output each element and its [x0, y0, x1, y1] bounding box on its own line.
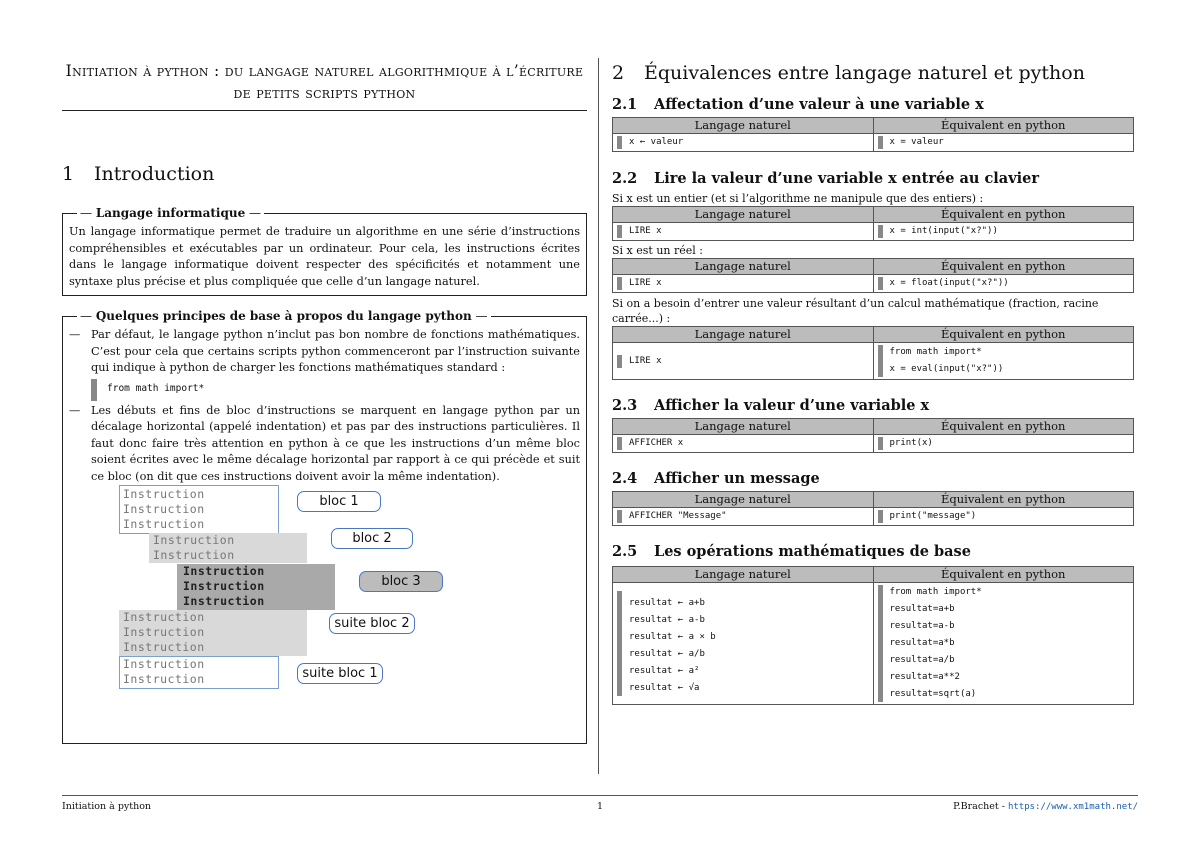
instruction-line: Instruction [183, 594, 265, 608]
subsection-title: Lire la valeur d’une variable x entrée au clavier [654, 170, 1039, 187]
section-2-heading [612, 62, 1134, 84]
table-lire-calcul [612, 326, 1134, 380]
instruction-line: Instruction [123, 625, 205, 639]
header-python: Équivalent en python [873, 327, 1134, 343]
intro-reel: Si x est un réel : [612, 244, 703, 257]
header-python: Équivalent en python [873, 259, 1134, 275]
intro-entier: Si x est un entier (et si l’algorithme ne manipule que des entiers) : [612, 192, 984, 205]
instruction-line: Instruction [123, 657, 205, 671]
subsection-2-2-heading [612, 170, 1134, 187]
subsection-number: 2.3 [612, 397, 638, 414]
cell-python: print("message") [889, 511, 977, 521]
subsection-number: 2.5 [612, 543, 638, 560]
callout-bloc-2: bloc 2 [331, 528, 413, 549]
column-separator [598, 58, 599, 774]
table-operations [612, 566, 1134, 705]
document-title: Initiation à python : du langage naturel algorithmique à l’écriture de petits scripts python [62, 60, 587, 111]
code-line: resultat ← √a [629, 683, 700, 693]
code-line: from math import* [889, 587, 982, 597]
cell-python [890, 343, 1004, 379]
list-item-text: Les débuts et fins de bloc d’instructions se marquent en langage python par un décalage horizontal (appelé indentation) et pas par des instructions particulières. Il faut donc faire très attention en python à ce que les instructions d’un même bloc soient écrites avec le même décalage horizontal par rapport à ce qui précède et suit ce bloc (on dit que ces instructions doivent avoir la même indentation). [91, 403, 580, 483]
code-bar [91, 379, 97, 401]
cell-python [890, 583, 982, 704]
cell-natural: AFFICHER "Message" [629, 511, 727, 521]
box-title: — Langage informatique — [77, 205, 264, 221]
principles-list [69, 327, 580, 485]
header-natural: Langage naturel [613, 419, 874, 435]
header-python: Équivalent en python [873, 492, 1134, 508]
header-natural: Langage naturel [613, 567, 874, 583]
box-text: Un langage informatique permet de traduire un algorithme en une série d’instructions compréhensibles et exécutables par un ordinateur. Pour cela, les instructions écrites dans le langage informatique doivent respecter des spécificités et notamment une syntaxe plus précise et plus compliquée que celle d’un langage naturel. [69, 225, 580, 288]
subsection-number: 2.2 [612, 170, 638, 187]
instruction-line: Instruction [153, 548, 235, 562]
list-item-text: Par défaut, le langage python n’inclut pas bon nombre de fonctions mathématiques. C’est pour cela que certains scripts python commenceront par l’instruction suivante qui indique à python de charger les fonctions mathématiques standard : [91, 328, 580, 374]
right-column [612, 0, 1134, 705]
callout-suite-bloc-2: suite bloc 2 [329, 613, 415, 634]
cell-python: x = float(input("x?")) [889, 278, 1009, 288]
code-line: resultat ← a/b [629, 649, 705, 659]
page-footer [62, 795, 1138, 812]
cell-natural: LIRE x [629, 278, 662, 288]
code-line: resultat=a/b [889, 655, 955, 665]
callout-bloc-1: bloc 1 [297, 491, 381, 512]
page-number: 1 [597, 801, 604, 812]
header-natural: Langage naturel [613, 118, 874, 134]
table-afficher-variable [612, 418, 1134, 453]
box-title: — Quelques principes de base à propos du langage python — [77, 308, 491, 324]
code-line: resultat=sqrt(a) [889, 689, 977, 699]
section-title: Introduction [94, 163, 215, 185]
cell-natural: LIRE x [629, 355, 662, 366]
header-natural: Langage naturel [613, 327, 874, 343]
code-line: x = eval(input("x?")) [889, 364, 1004, 374]
code-line: resultat ← a-b [629, 615, 705, 625]
table-lire-entier [612, 206, 1134, 241]
instruction-line: Instruction [123, 672, 205, 686]
left-column [62, 0, 587, 744]
code-line: resultat=a+b [889, 604, 955, 614]
code-snippet [91, 379, 580, 401]
footer-author [953, 797, 1138, 817]
instruction-line: Instruction [123, 610, 205, 624]
code-line: resultat ← a × b [629, 632, 716, 642]
cell-natural [629, 589, 716, 698]
subsection-2-5-heading [612, 543, 1134, 560]
box-langage-informatique [62, 206, 587, 296]
cell-python: x = int(input("x?")) [889, 226, 998, 236]
section-number: 2 [612, 62, 625, 84]
author-name: P.Brachet - [953, 801, 1008, 812]
subsection-2-3-heading [612, 397, 1134, 414]
table-afficher-message [612, 491, 1134, 526]
subsection-title: Afficher un message [654, 470, 820, 487]
header-python: Équivalent en python [873, 118, 1134, 134]
list-item [69, 403, 580, 486]
instruction-line: Instruction [183, 564, 265, 578]
section-1-heading [62, 163, 587, 185]
code-line: resultat ← a² [629, 666, 700, 676]
instruction-line: Instruction [123, 517, 205, 531]
header-python: Équivalent en python [873, 207, 1134, 223]
callout-bloc-3: bloc 3 [359, 571, 443, 592]
header-python: Équivalent en python [873, 567, 1134, 583]
table-affectation [612, 117, 1134, 152]
code-line: resultat=a**2 [889, 672, 960, 682]
instruction-line: Instruction [123, 487, 205, 501]
cell-natural: LIRE x [629, 226, 662, 236]
list-item [69, 327, 580, 401]
cell-natural: AFFICHER x [629, 438, 684, 448]
header-natural: Langage naturel [613, 207, 874, 223]
cell-python: x = valeur [889, 137, 944, 147]
section-title: Équivalences entre langage naturel et python [644, 62, 1085, 84]
code-line: resultat=a-b [889, 621, 955, 631]
header-natural: Langage naturel [613, 492, 874, 508]
callout-suite-bloc-1: suite bloc 1 [297, 663, 383, 684]
code-line: from math import* [889, 347, 982, 357]
subsection-2-4-heading [612, 470, 1134, 487]
subsection-number: 2.4 [612, 470, 638, 487]
instruction-line: Instruction [153, 533, 235, 547]
header-natural: Langage naturel [613, 259, 874, 275]
box-principes-python [62, 309, 587, 744]
author-link[interactable]: https://www.xm1math.net/ [1007, 802, 1138, 812]
intro-calcul: Si on a besoin d’entrer une valeur résultant d’un calcul mathématique (fraction, racine carrée...) : [612, 297, 1099, 325]
indentation-figure [69, 487, 580, 687]
instruction-line: Instruction [123, 502, 205, 516]
table-lire-reel [612, 258, 1134, 293]
code-line: resultat ← a+b [629, 598, 705, 608]
code-line: resultat=a*b [889, 638, 955, 648]
subsection-title: Affectation d’une valeur à une variable x [654, 96, 984, 113]
instruction-line: Instruction [123, 640, 205, 654]
subsection-2-1-heading [612, 96, 1134, 113]
subsection-number: 2.1 [612, 96, 638, 113]
cell-python: print(x) [889, 438, 933, 448]
instruction-line: Instruction [183, 579, 265, 593]
section-number: 1 [62, 163, 75, 185]
subsection-title: Afficher la valeur d’une variable x [654, 397, 930, 414]
footer-title: Initiation à python [62, 801, 152, 812]
subsection-title: Les opérations mathématiques de base [654, 543, 971, 560]
cell-natural: x ← valeur [629, 137, 684, 147]
code-text: from math import* [107, 383, 205, 395]
header-python: Équivalent en python [873, 419, 1134, 435]
